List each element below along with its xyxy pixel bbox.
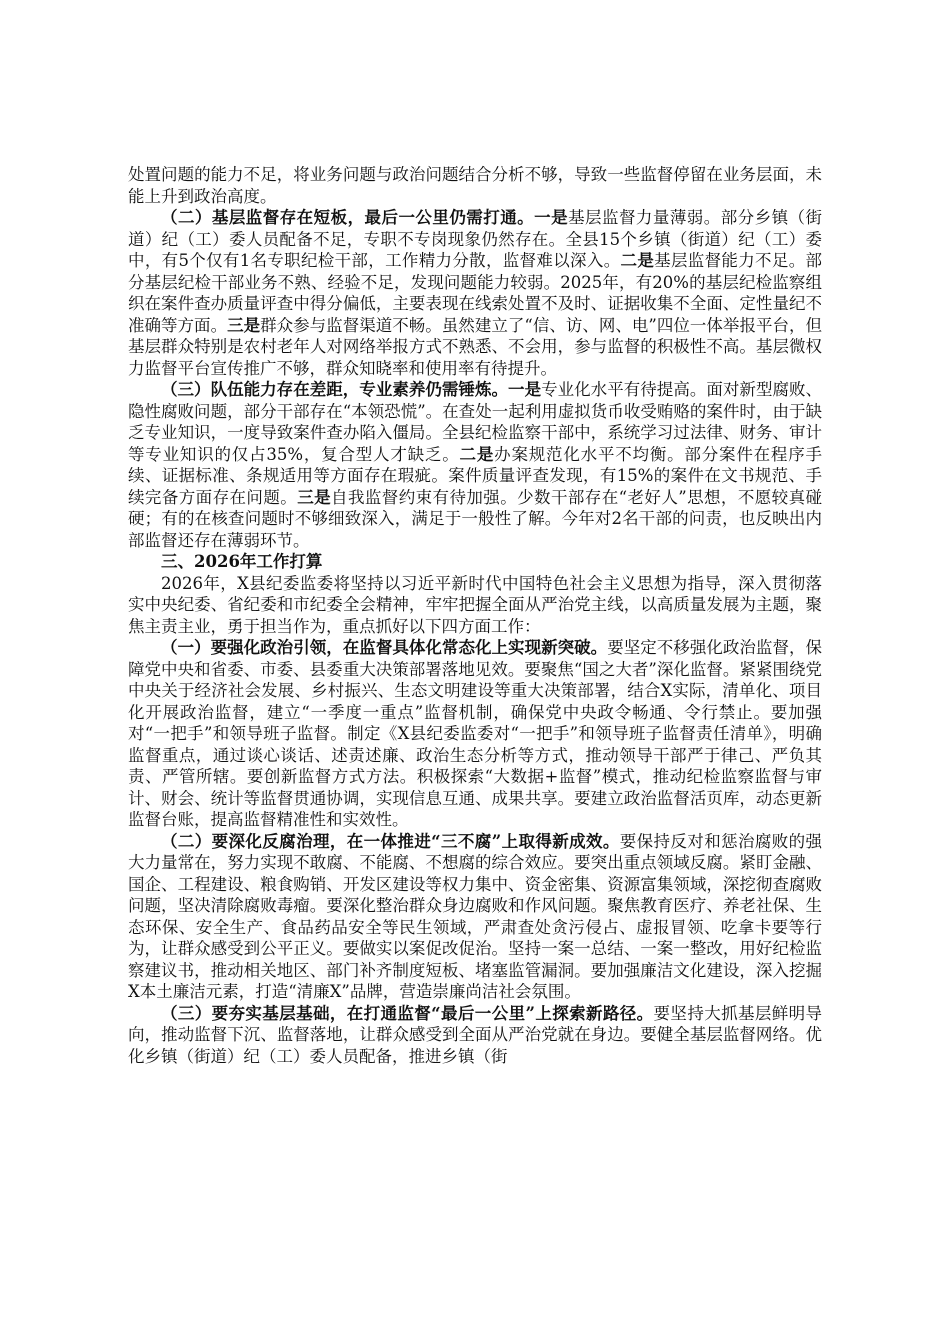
paragraph-body: 要保持反对和惩治腐败的强大力量常在，努力实现不敢腐、不能腐、不想腐的综合效应。要突出重点领域反腐。紧盯金融、国企、工程建设、粮食购销、开发区建设等权力集中、资金密集、资源富集领域，深挖彻查腐败问题，坚决清除腐败毒瘤。要深化整治群众身边腐败和作风问题。聚焦教育医疗、养老社保、生态环保、安全生产、食品药品安全等民生领域，严肃查处贪污侵占、虚报冒领、吃拿卡要等行为，让群众感受到公平正义。要做实以案促改促治。坚持一案一总结、一案一整改，用好纪检监察建议书，推动相关地区、部门补齐制度短板、堵塞监管漏洞。要加强廉洁文化建设，深入挖掘X本土廉洁元素，打造“清廉X”品牌，营造崇廉尚洁社会氛围。 xyxy=(128,831,823,1001)
subsection-heading: （三）队伍能力存在差距，专业素养仍需锤炼。 xyxy=(161,380,509,399)
subsection-heading: （二）基层监督存在短板，最后一公里仍需打通。 xyxy=(161,208,535,227)
paragraph-team-capability xyxy=(128,379,822,551)
point-text: 自我监督约束有待加强。少数干部存在“老好人”思想，不愿较真碰硬；有的在核查问题时不够细致深入，满足于一般性了解。今年对2名干部的问责，也反映出内部监督还存在薄弱环节。 xyxy=(128,487,823,550)
paragraph-anti-corruption xyxy=(128,831,822,1003)
section-heading-work-plan: 三、2026年工作打算 xyxy=(161,552,323,571)
point-text: 办案规范化水平不均衡。部分案件在程序手续、证据标准、条规适用等方面存在瑕疵。案件质量评查发现，有15%的案件在文书规范、手续完备方面存在问题。 xyxy=(128,444,823,507)
point-marker: 二是 xyxy=(620,251,655,270)
point-text: 基层监督力量薄弱。部分乡镇（街道）纪（工）委人员配备不足，专职不专岗现象仍然存在。全县15个乡镇（街道）纪（工）委中，有5个仅有1名专职纪检干部，工作精力分散，监督难以深入。 xyxy=(128,208,823,270)
paragraph-political-guidance xyxy=(128,637,822,831)
paragraph-grassroots-foundation xyxy=(128,1003,822,1068)
point-marker: 一是 xyxy=(534,208,569,227)
subsection-heading: （二）要深化反腐治理，在一体推进“三不腐”上取得新成效。 xyxy=(161,831,620,851)
paragraph-continuation: 处置问题的能力不足，将业务问题与政治问题结合分析不够，导致一些监督停留在业务层面，未能上升到政治高度。 xyxy=(128,165,822,206)
paragraph-body: 要坚定不移强化政治监督，保障党中央和省委、市委、县委重大决策部署落地见效。要聚焦“国之大者”深化监督。紧紧围绕党中央关于经济社会发展、乡村振兴、生态文明建设等重大决策部署，结合X实际，清单化、项目化开展政治监督，建立“一季度一重点”监督机制，确保党中央政令畅通、令行禁止。要加强对“一把手”和领导班子监督。制定《X县纪委监委对“一把手”和领导班子监督责任清单》，明确监督重点，通过谈心谈话、述责述廉、政治生态分析等方式，推动领导干部严于律己、严负其责、严管所辖。要创新监督方式方法。积极探索“大数据+监督”模式，推动纪检监察监督与审计、财会、统计等监督贯通协调，实现信息互通、成果共享。要建立政治监督活页库，动态更新监督台账，提高监督精准性和实效性。 xyxy=(128,638,823,829)
point-marker: 二是 xyxy=(459,444,495,464)
paragraph-grassroots-supervision xyxy=(128,207,822,379)
subsection-heading: （三）要夯实基层基础，在打通监督“最后一公里”上探索新路径。 xyxy=(161,1003,654,1023)
paragraph-work-plan-intro: 2026年，X县纪委监委将坚持以习近平新时代中国特色社会主义思想为指导，深入贯彻落实中央纪委、省纪委和市纪委全会精神，牢牢把握全面从严治党主线，以高质量发展为主题，聚焦主责主业，勇于担当作为，重点抓好以下四方面工作： xyxy=(128,573,822,636)
document-page xyxy=(128,164,822,1067)
subsection-heading: （一）要强化政治引领，在监督具体化常态化上实现新突破。 xyxy=(161,638,608,657)
point-text: 群众参与监督渠道不畅。虽然建立了“信、访、网、电”四位一体举报平台，但基层群众特别是农村老年人对网络举报方式不熟悉、不会用，参与监督的积极性不高。基层微权力监督平台宣传推广不够，群众知晓率和使用率有待提升。 xyxy=(128,315,823,378)
point-text: 基层监督能力不足。部分基层纪检干部业务不熟、经验不足，发现问题能力较弱。2025年，有20%的基层纪检监察组织在案件查办质量评查中得分偏低，主要表现在线索处置不及时、证据收集不全面、定性量纪不准确等方面。 xyxy=(128,251,823,335)
point-marker: 一是 xyxy=(508,380,542,399)
point-marker: 三是 xyxy=(227,315,261,335)
point-text: 专业化水平有待提高。面对新型腐败、隐性腐败问题，部分干部存在“本领恐慌”。在查处一起利用虚拟货币收受贿赂的案件时，由于缺乏专业知识，一度导致案件查办陷入僵局。全县纪检监察干部中，系统学习过法律、财务、审计等专业知识的仅占35%，复合型人才缺乏。 xyxy=(128,380,823,464)
paragraph-body: 要坚持大抓基层鲜明导向，推动监督下沉、监督落地，让群众感受到全面从严治党就在身边。要健全基层监督网络。优化乡镇（街道）纪（工）委人员配备，推进乡镇（街 xyxy=(128,1003,823,1066)
point-marker: 三是 xyxy=(297,487,332,507)
